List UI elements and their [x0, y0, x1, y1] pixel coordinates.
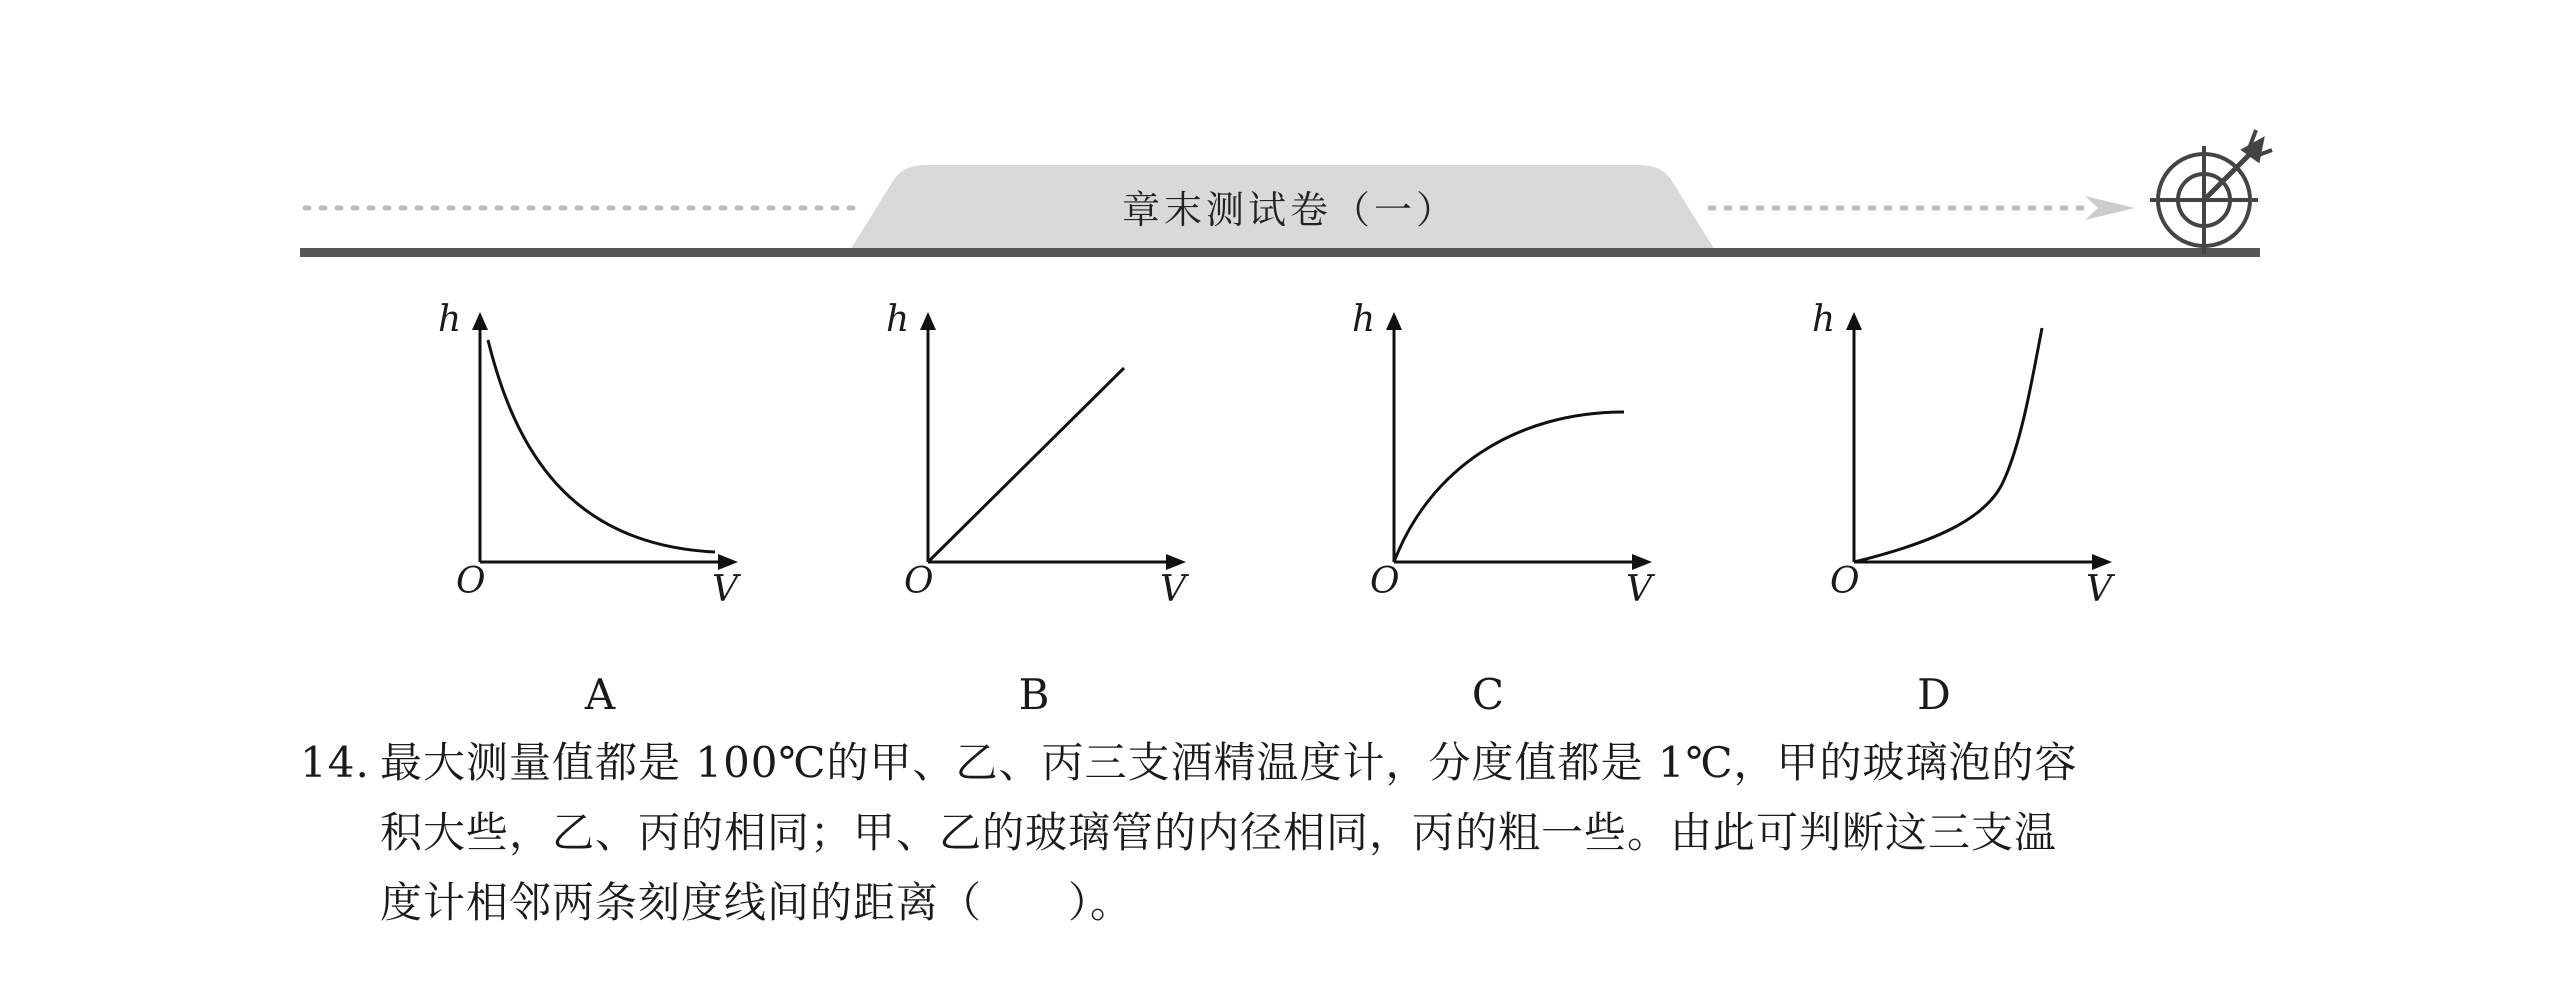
y-axis-arrow-icon: [472, 312, 488, 330]
graph-a: [420, 299, 750, 719]
x-axis-label: V: [2086, 569, 2112, 610]
question-text: [380, 728, 2260, 938]
origin-label: O: [904, 561, 934, 602]
curve-c: [1394, 412, 1624, 562]
x-axis-label: V: [1626, 569, 1652, 610]
arrow-head-icon: [2085, 196, 2135, 220]
x-axis-arrow-icon: [1166, 554, 1186, 570]
header-title: 章末测试卷（一）: [1121, 188, 1458, 232]
origin-label: O: [456, 561, 486, 602]
x-axis-arrow-icon: [1632, 554, 1652, 570]
y-axis-arrow-icon: [1846, 312, 1862, 330]
question-line: 最大测量值都是 100℃的甲、乙、丙三支酒精温度计，分度值都是 1℃，甲的玻璃泡的容: [380, 738, 2078, 787]
x-axis-label: V: [1160, 569, 1186, 610]
header-bar: [300, 248, 2260, 257]
y-axis-label: h: [1812, 299, 1836, 340]
option-letter-d: D: [1917, 670, 1951, 719]
option-letter-c: C: [1471, 670, 1505, 719]
y-axis-arrow-icon: [1386, 312, 1402, 330]
curve-d: [1854, 328, 2042, 562]
graph-b: [868, 299, 1198, 719]
option-letter-a: A: [584, 670, 616, 719]
origin-label: O: [1370, 561, 1400, 602]
curve-a: [488, 340, 715, 552]
question-line: 积大些，乙、丙的相同；甲、乙的玻璃管的内径相同，丙的粗一些。由此可判断这三支温: [380, 808, 2058, 857]
graph-d: [1794, 299, 2124, 719]
page-header: [0, 0, 2552, 270]
target-arrow-icon: [2150, 130, 2272, 254]
y-axis-arrow-icon: [920, 312, 936, 330]
x-axis-arrow-icon: [718, 554, 738, 570]
x-axis-label: V: [712, 569, 738, 610]
x-axis-arrow-icon: [2092, 554, 2112, 570]
y-axis-label: h: [886, 299, 910, 340]
y-axis-label: h: [1352, 299, 1376, 340]
graph-c: [1334, 299, 1664, 719]
question-number: 14.: [300, 738, 370, 787]
graph-options: [0, 280, 2552, 720]
y-axis-label: h: [438, 299, 462, 340]
option-letter-b: B: [1018, 670, 1050, 719]
origin-label: O: [1830, 561, 1860, 602]
question-line: 度计相邻两条刻度线间的距离（ ）。: [380, 878, 1134, 927]
curve-b: [928, 368, 1124, 562]
